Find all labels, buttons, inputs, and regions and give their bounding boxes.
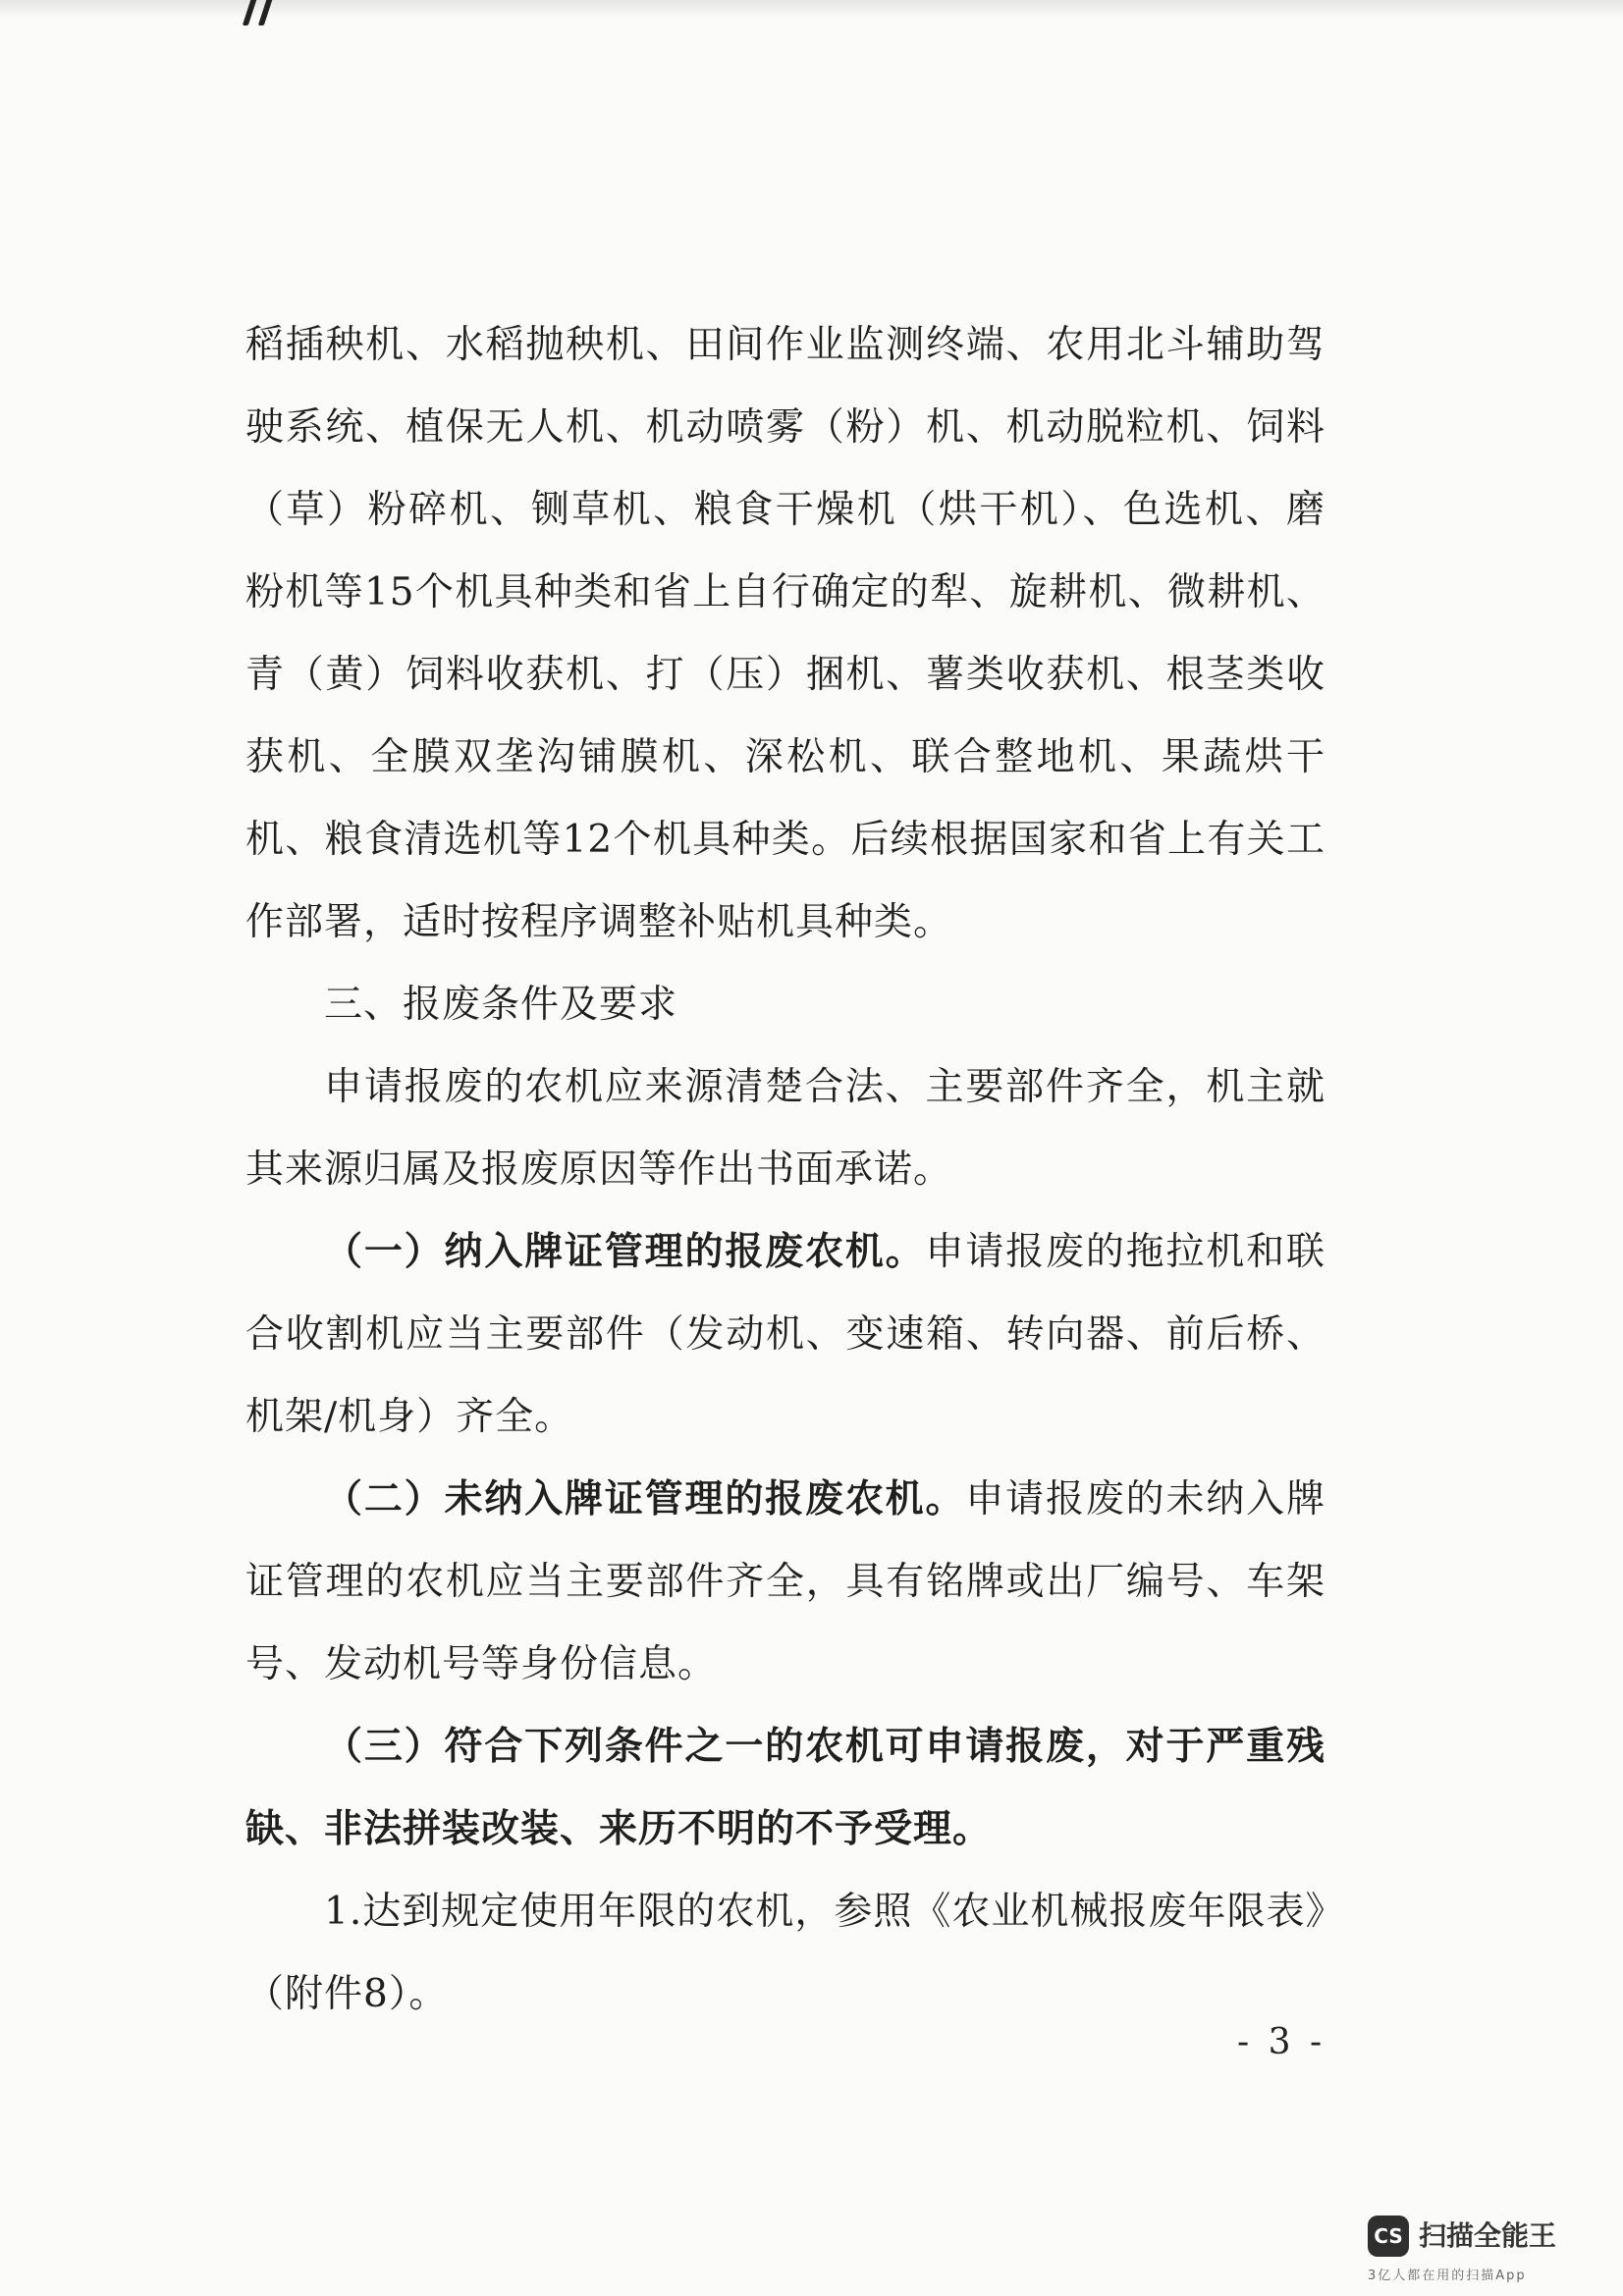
subsection-1-text: 申请报废的拖拉机和联合收割机应当主要部件（发动机、变速箱、转向器、前后桥、机架/机身）齐全。 xyxy=(245,1230,1325,1439)
watermark-subtitle: 3亿人都在用的扫描App xyxy=(1368,2269,1527,2283)
subsection-3-title: （三）符合下列条件之一的农机可申请报废，对于严重残缺、非法拼装改装、来历不明的不予受理。 xyxy=(245,1725,1325,1851)
corner-mark xyxy=(245,0,275,26)
subsection-unlicensed-machines xyxy=(245,1459,1325,1706)
watermark-title: 扫描全能王 xyxy=(1419,2219,1557,2252)
page-number: - 3 - xyxy=(1237,2022,1326,2062)
camscanner-logo-icon: CS xyxy=(1368,2216,1409,2257)
paragraph-scrap-requirements: 申请报废的农机应来源清楚合法、主要部件齐全，机主就其来源归属及报废原因等作出书面承诺。 xyxy=(245,1065,1325,1192)
subsection-1-title: （一）纳入牌证管理的报废农机。 xyxy=(324,1230,926,1274)
section-heading-3: 三、报废条件及要求 xyxy=(324,983,678,1027)
scanner-watermark xyxy=(1368,2212,1603,2288)
paragraph-machine-types: 稻插秧机、水稻抛秧机、田间作业监测终端、农用北斗辅助驾驶系统、植保无人机、机动喷雾（粉）机、机动脱粒机、饲料（草）粉碎机、铡草机、粮食干燥机（烘干机）、色选机、磨粉机等15个机具种类和省上自行确定的犁、旋耕机、微耕机、青（黄）饲料收获机、打（压）捆机、薯类收获机、根茎类收获机、全膜双垄沟铺膜机、深松机、联合整地机、果蔬烘干机、粮食清选机等12个机具种类。后续根据国家和省上有关工作部署，适时按程序调整补贴机具种类。 xyxy=(245,323,1325,944)
subsection-2-text: 申请报废的未纳入牌证管理的农机应当主要部件齐全，具有铭牌或出厂编号、车架号、发动机号等身份信息。 xyxy=(245,1477,1325,1686)
document-body xyxy=(245,304,1325,2036)
subsection-2-title: （二）未纳入牌证管理的报废农机。 xyxy=(324,1477,966,1522)
subsection-licensed-machines xyxy=(245,1211,1325,1459)
scan-edge-shadow xyxy=(0,0,1623,18)
list-item-1: 1.达到规定使用年限的农机，参照《农业机械报废年限表》（附件8）。 xyxy=(245,1890,1325,2016)
